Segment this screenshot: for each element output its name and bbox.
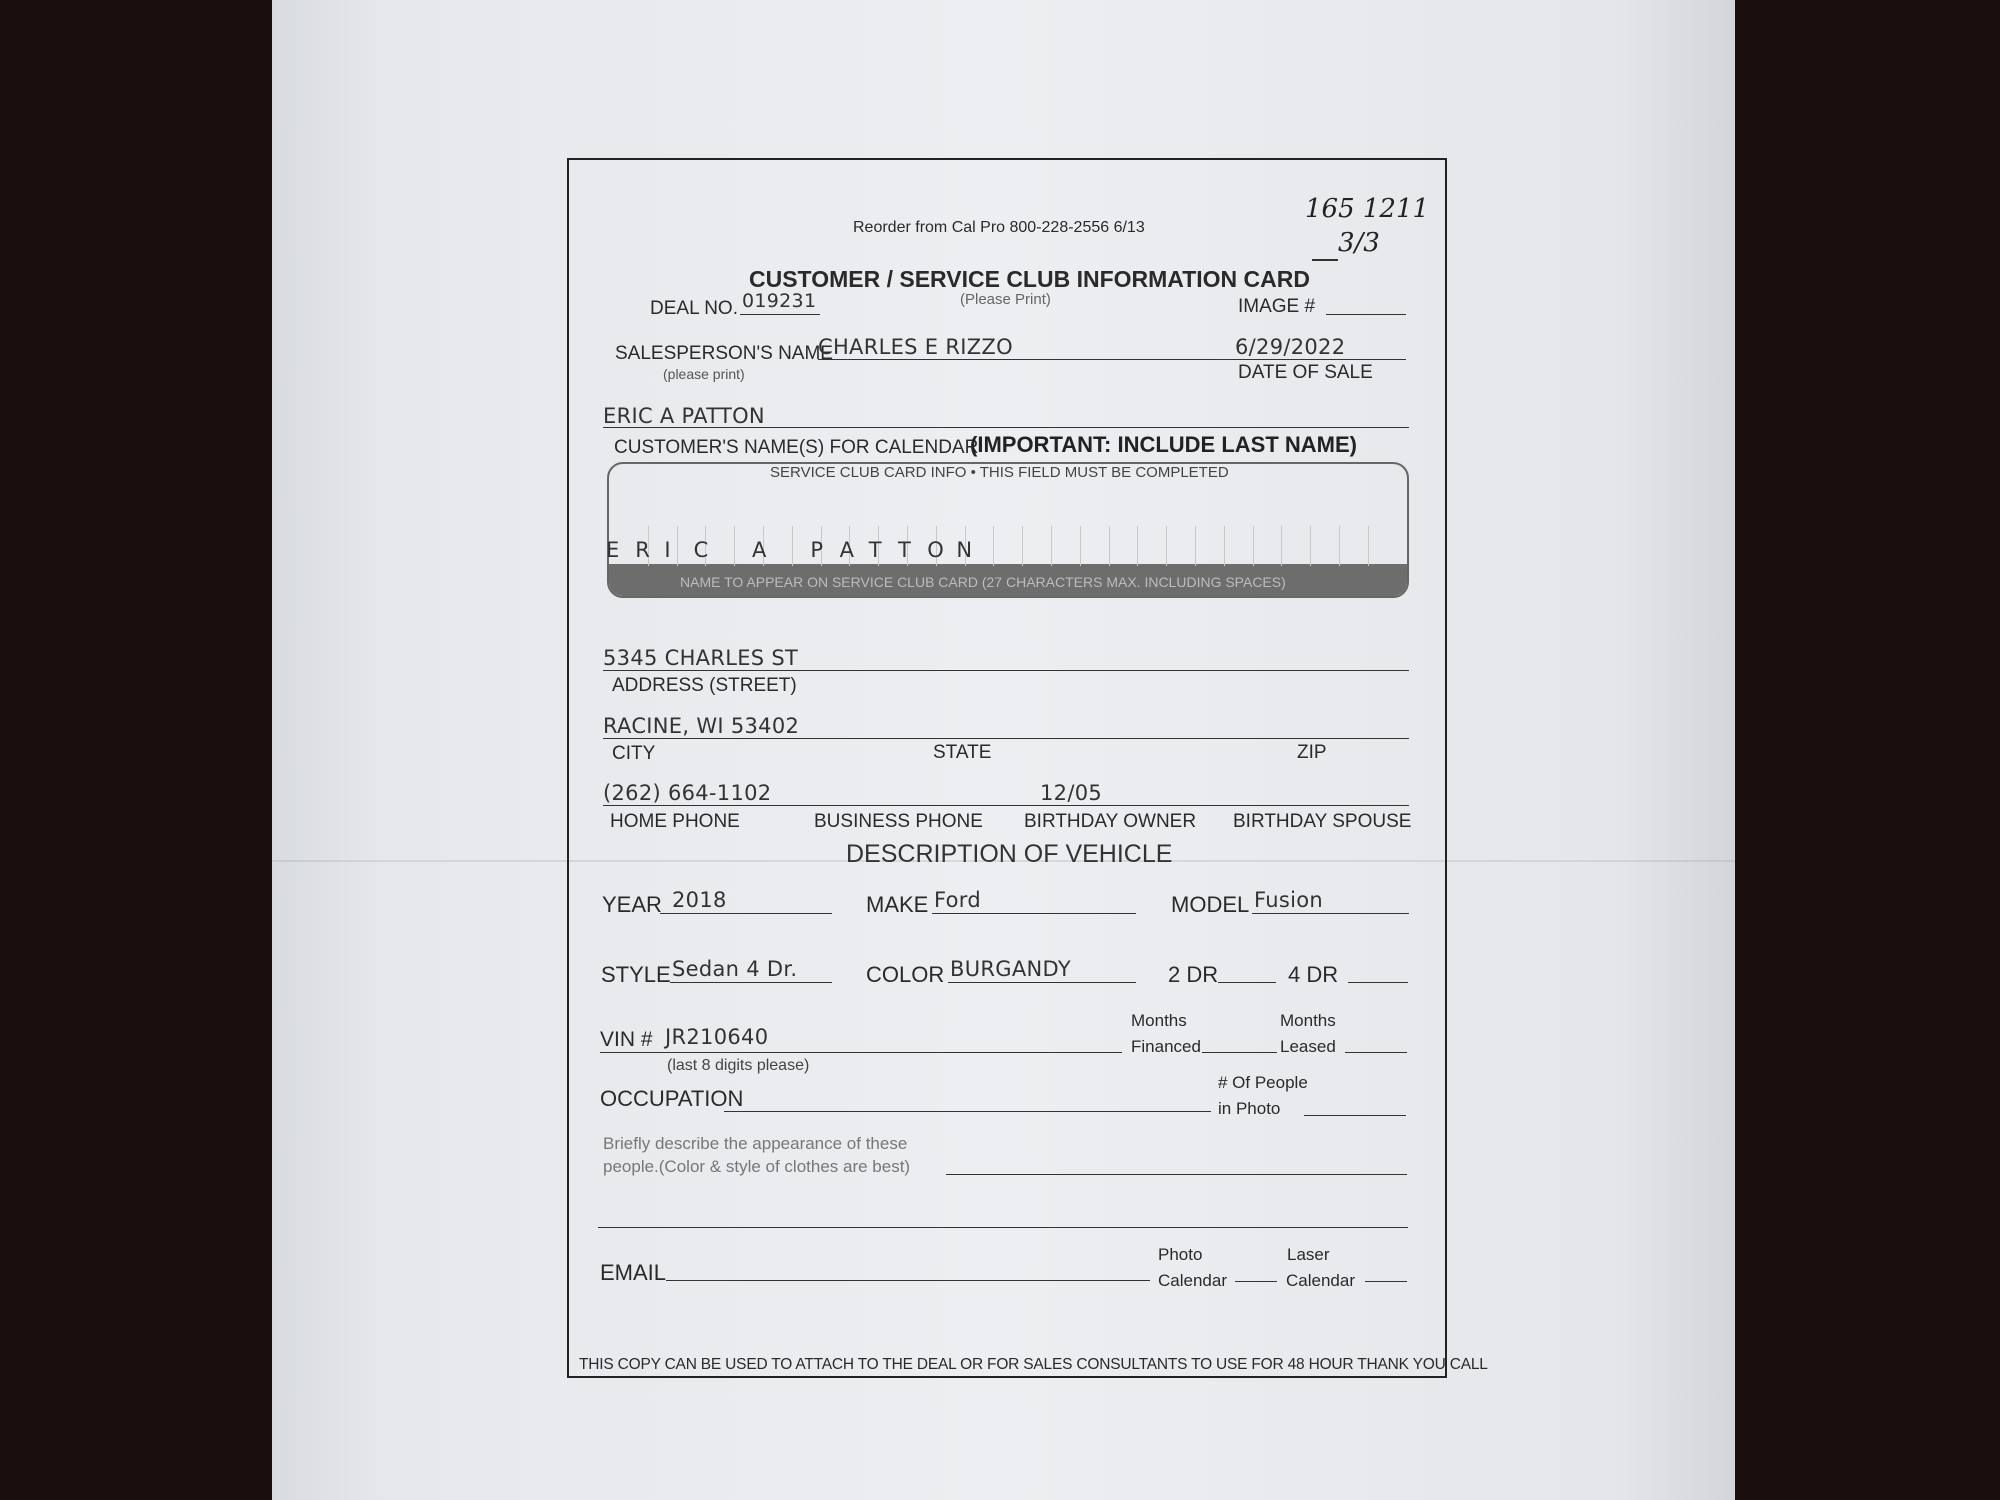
describe-extra-line <box>598 1227 1408 1228</box>
salesperson-value: CHARLES E RIZZO <box>818 335 1013 359</box>
sale-date-label: DATE OF SALE <box>1238 362 1373 383</box>
service-club-cell-divider <box>1137 526 1138 566</box>
service-club-cell-divider <box>1166 526 1167 566</box>
service-club-cell-divider <box>734 526 735 566</box>
sale-date-value: 6/29/2022 <box>1235 335 1346 359</box>
make-label: MAKE <box>866 892 929 917</box>
service-club-letter: T <box>868 538 882 562</box>
financed-label: Financed <box>1131 1037 1201 1056</box>
service-club-cell-divider <box>1080 526 1081 566</box>
image-no-label: IMAGE # <box>1238 296 1316 317</box>
service-club-cell-divider <box>1195 526 1196 566</box>
street-value: 5345 CHARLES ST <box>603 646 799 670</box>
service-club-cell-divider <box>1310 526 1311 566</box>
laser-label: Laser <box>1287 1245 1330 1264</box>
vehicle-section-title: DESCRIPTION OF VEHICLE <box>846 840 1173 868</box>
deal-no-line <box>740 314 820 315</box>
color-line <box>948 982 1136 983</box>
people-label-1: # Of People <box>1218 1073 1308 1092</box>
color-label: COLOR <box>866 962 945 987</box>
service-club-cell-divider <box>677 526 678 566</box>
service-club-cell-divider <box>1109 526 1110 566</box>
style-value: Sedan 4 Dr. <box>672 957 798 981</box>
vin-value: JR210640 <box>665 1025 769 1049</box>
service-club-footer: NAME TO APPEAR ON SERVICE CLUB CARD (27 CHARACTERS MAX. INCLUDING SPACES) <box>680 574 1286 590</box>
form-title: CUSTOMER / SERVICE CLUB INFORMATION CARD <box>749 266 1310 292</box>
customer-name-value: ERIC A PATTON <box>603 404 765 428</box>
occupation-label: OCCUPATION <box>600 1086 744 1111</box>
please-print-note: (Please Print) <box>960 291 1051 308</box>
home-phone-label: HOME PHONE <box>610 811 740 832</box>
months-financed-label-1: Months <box>1131 1011 1187 1030</box>
four-door-line <box>1348 982 1408 983</box>
service-club-letter: P <box>810 538 824 562</box>
service-club-cell-divider <box>1281 526 1282 566</box>
model-label: MODEL <box>1171 892 1250 917</box>
state-label: STATE <box>933 742 992 763</box>
service-club-cell-divider <box>1253 526 1254 566</box>
make-value: Ford <box>934 888 981 912</box>
service-club-letter: A <box>752 538 767 562</box>
style-label: STYLE <box>601 962 671 987</box>
service-club-letter: I <box>664 538 671 562</box>
handwritten-note-1: 165 1211 <box>1305 194 1430 224</box>
style-line <box>670 982 832 983</box>
deal-no-label: DEAL NO. <box>650 298 738 319</box>
occupation-line <box>724 1111 1211 1112</box>
home-phone-value: (262) 664-1102 <box>603 781 772 805</box>
street-line <box>603 670 1409 671</box>
describe-line <box>946 1174 1407 1175</box>
service-club-cell-divider <box>1224 526 1225 566</box>
salesperson-label: SALESPERSON'S NAME <box>615 343 833 364</box>
describe-line-2: people.(Color & style of clothes are best) <box>603 1157 911 1176</box>
birthday-spouse-label: BIRTHDAY SPOUSE <box>1233 811 1412 832</box>
reorder-line: Reorder from Cal Pro 800-228-2556 6/13 <box>853 219 1145 236</box>
photo-calendar-line <box>1235 1281 1277 1282</box>
laser-calendar-label: Calendar <box>1286 1271 1355 1290</box>
people-line <box>1304 1115 1406 1116</box>
year-label: YEAR <box>602 892 662 917</box>
birthday-owner-label: BIRTHDAY OWNER <box>1024 811 1197 832</box>
street-label: ADDRESS (STREET) <box>612 675 797 696</box>
vin-label: VIN # <box>600 1028 653 1051</box>
service-club-header: SERVICE CLUB CARD INFO • THIS FIELD MUST BE COMPLETED <box>770 464 1229 481</box>
city-label: CITY <box>612 743 656 764</box>
vin-line <box>600 1052 1122 1053</box>
include-last-name-note: (IMPORTANT: INCLUDE LAST NAME) <box>970 432 1357 457</box>
birthday-owner-value: 12/05 <box>1040 781 1103 805</box>
email-label: EMAIL <box>600 1260 667 1285</box>
service-club-letter: C <box>693 538 709 562</box>
service-club-cell-divider <box>1022 526 1023 566</box>
salesperson-line <box>818 359 1406 360</box>
four-door-label: 4 DR <box>1288 962 1339 987</box>
year-line <box>660 913 832 914</box>
photo-label: Photo <box>1158 1245 1203 1264</box>
service-club-letter: N <box>956 538 973 562</box>
city-value: RACINE, WI 53402 <box>603 714 800 738</box>
service-club-cell-divider <box>993 526 994 566</box>
handwritten-underline <box>1312 259 1338 261</box>
service-club-letter: R <box>635 538 650 562</box>
email-line <box>666 1280 1150 1281</box>
service-club-letter: T <box>898 538 911 562</box>
months-leased-label-1: Months <box>1280 1011 1336 1030</box>
business-phone-label: BUSINESS PHONE <box>814 811 983 832</box>
laser-calendar-line <box>1365 1281 1407 1282</box>
describe-line-1: Briefly describe the appearance of these <box>603 1134 908 1153</box>
service-club-letter: O <box>927 538 944 562</box>
financed-line <box>1202 1052 1277 1053</box>
vin-hint: (last 8 digits please) <box>667 1057 810 1074</box>
service-club-letter: A <box>839 538 854 562</box>
footer-note: THIS COPY CAN BE USED TO ATTACH TO THE DEAL OR FOR SALES CONSULTANTS TO USE FOR 48 HOUR THANK YOU CALL <box>579 1356 1488 1373</box>
service-club-cell-divider <box>1339 526 1340 566</box>
two-door-label: 2 DR <box>1168 962 1219 987</box>
year-value: 2018 <box>672 888 727 912</box>
photo-calendar-label: Calendar <box>1158 1271 1227 1290</box>
make-line <box>932 913 1136 914</box>
service-club-cell-divider <box>1051 526 1052 566</box>
service-club-cell-divider <box>1368 526 1369 566</box>
deal-no-value: 019231 <box>742 290 817 312</box>
customer-name-label: CUSTOMER'S NAME(S) FOR CALENDAR <box>614 437 979 458</box>
model-value: Fusion <box>1254 888 1323 912</box>
zip-label: ZIP <box>1297 742 1327 763</box>
two-door-line <box>1218 982 1276 983</box>
image-no-line <box>1326 314 1406 315</box>
model-line <box>1252 913 1409 914</box>
handwritten-note-2: 3/3 <box>1338 228 1380 258</box>
leased-line <box>1345 1052 1407 1053</box>
customer-name-line <box>603 427 1409 428</box>
service-club-letter: E <box>606 538 620 562</box>
people-label-2: in Photo <box>1218 1099 1281 1118</box>
color-value: BURGANDY <box>950 957 1071 981</box>
leased-label: Leased <box>1280 1037 1336 1056</box>
service-club-cell-divider <box>792 526 793 566</box>
contact-line <box>603 805 1409 806</box>
city-line <box>603 738 1409 739</box>
salesperson-sublabel: (please print) <box>663 366 745 382</box>
